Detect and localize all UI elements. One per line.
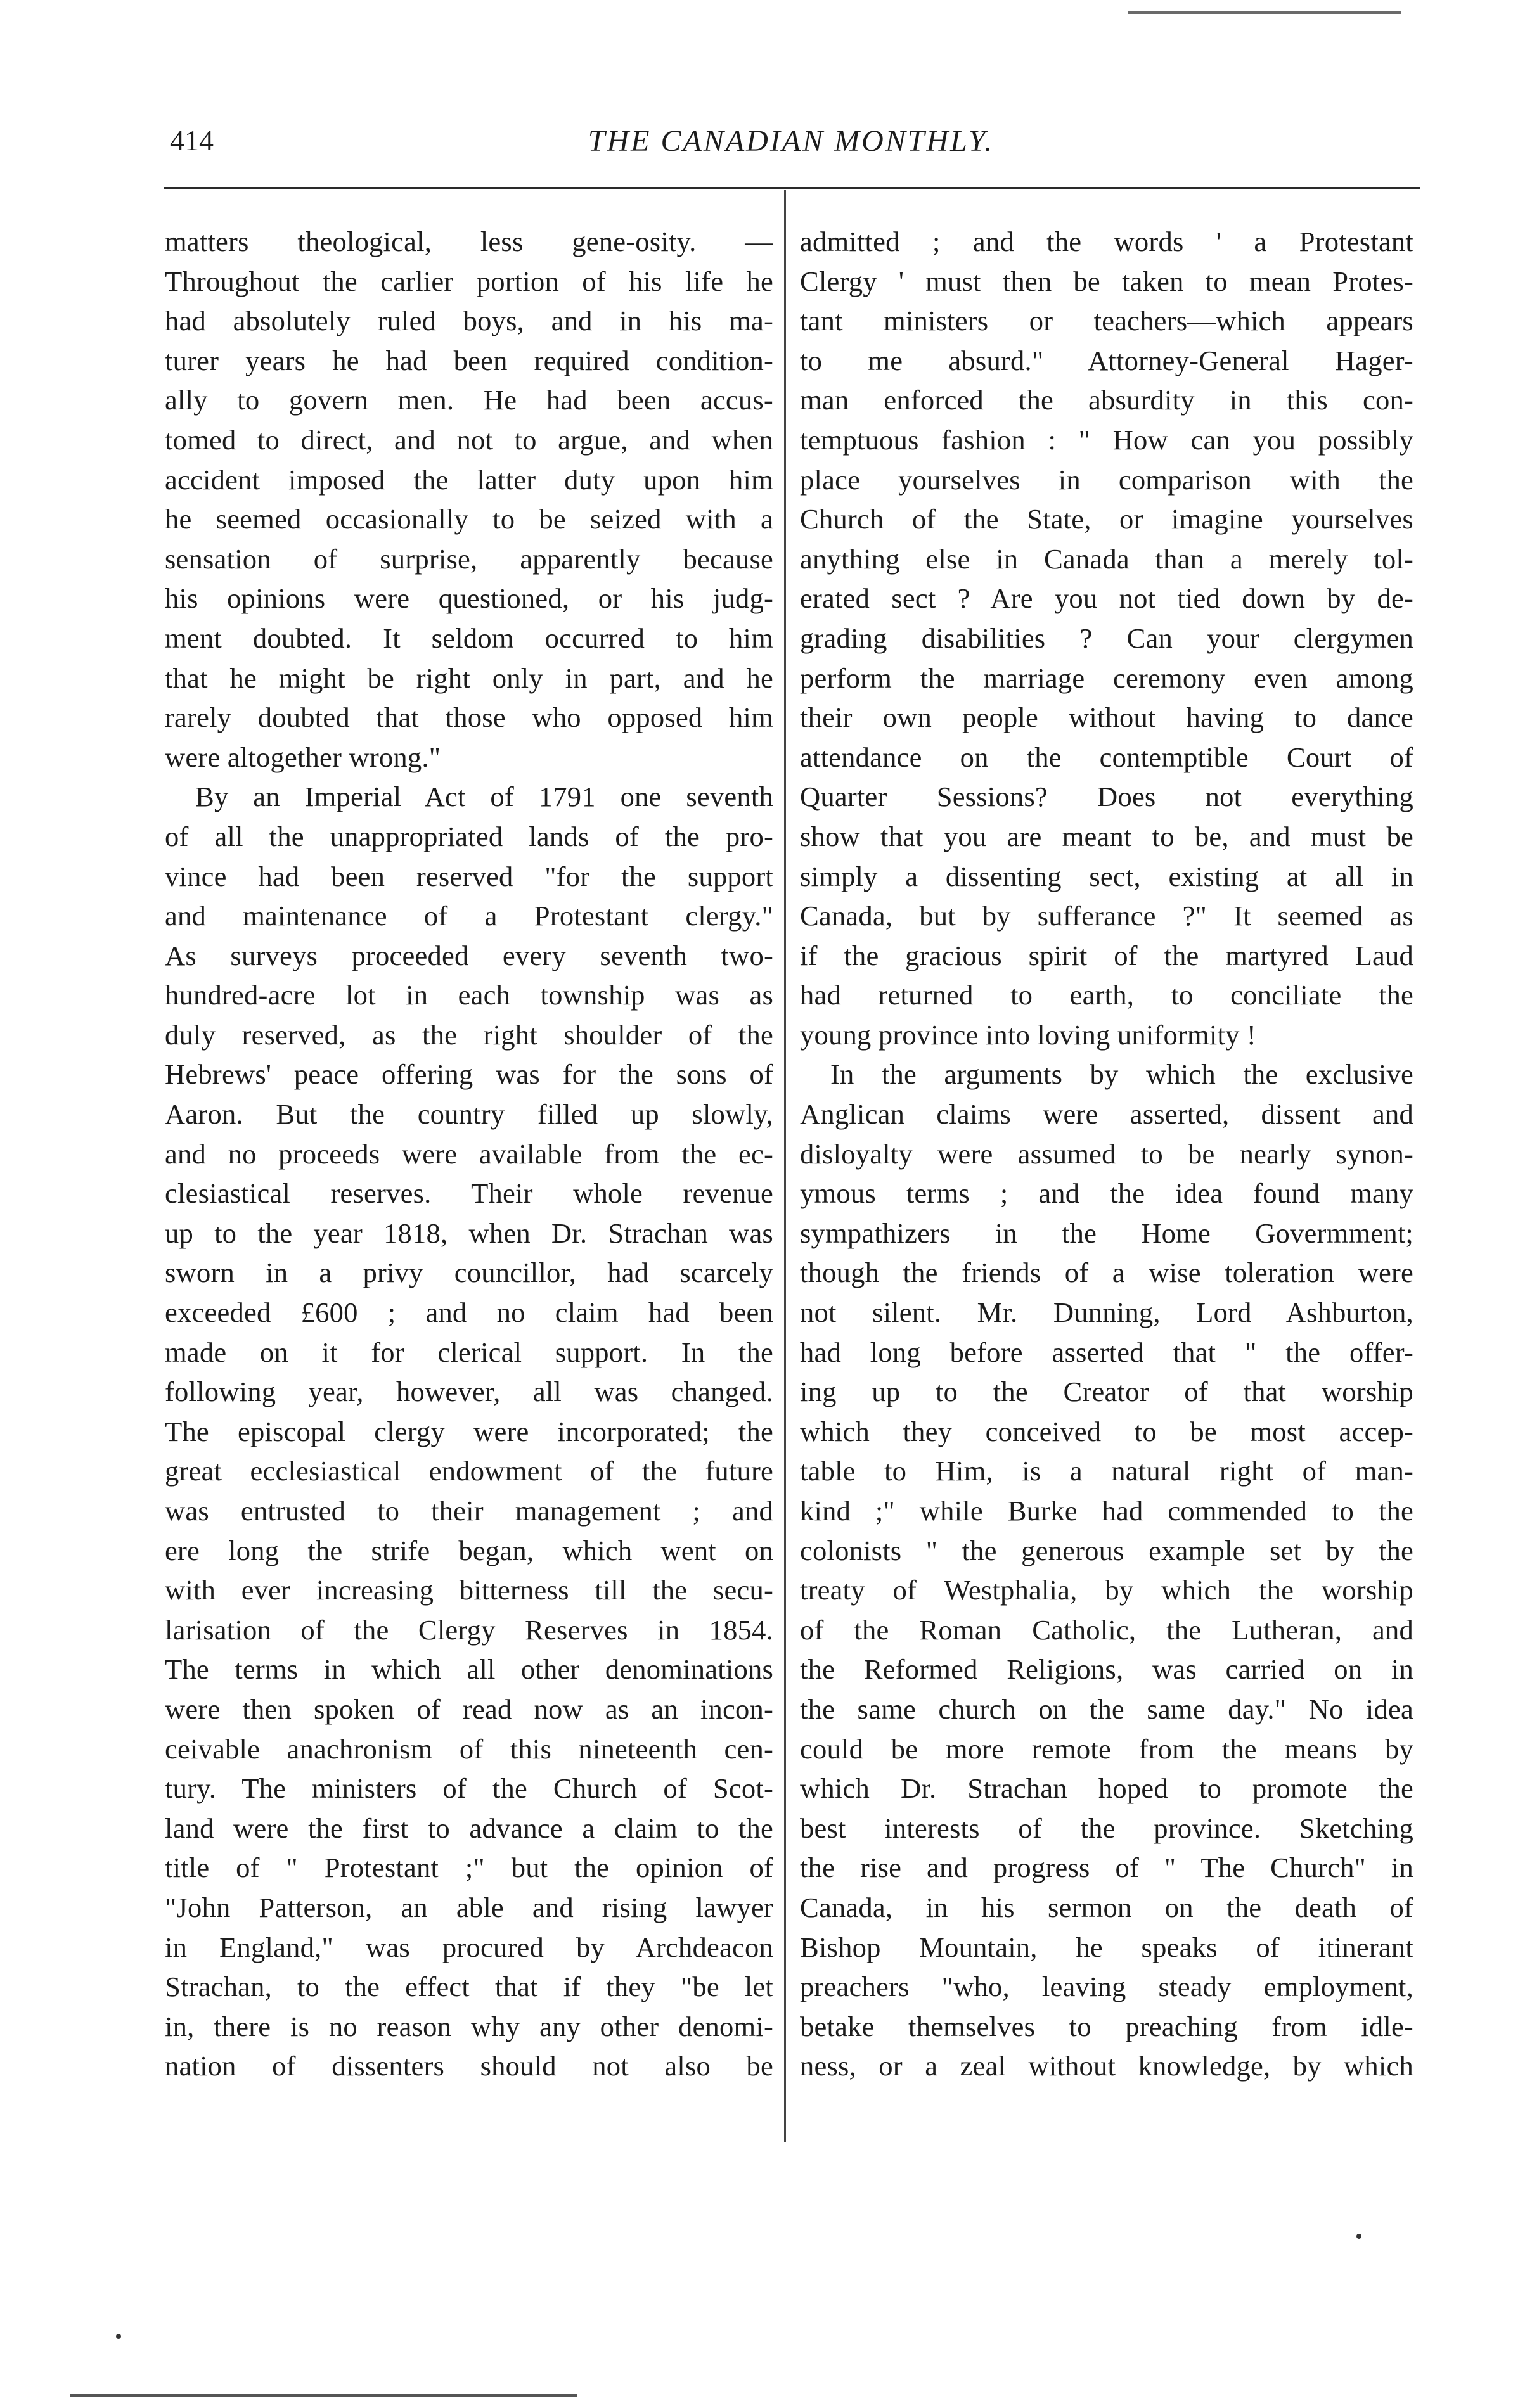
stray-mark [116, 2334, 121, 2339]
text-line: the same church on the same day." No idea [800, 1693, 1413, 1725]
text-line: of the Roman Catholic, the Lutheran, and [800, 1613, 1413, 1646]
text-line: Church of the State, or imagine yourselves [800, 503, 1413, 535]
text-line: table to Him, is a natural right of man- [800, 1455, 1413, 1487]
text-line: great ecclesiastical endowment of the future [165, 1455, 773, 1487]
text-line: that he might be right only in part, and he [165, 662, 773, 694]
text-line: sympathizers in the Home Govermment; [800, 1217, 1413, 1249]
text-line: in, there is no reason why any other denomi- [165, 2010, 773, 2042]
text-line: best interests of the province. Sketching [800, 1812, 1413, 1844]
text-line: As surveys proceeded every seventh two- [165, 939, 773, 971]
text-line: nation of dissenters should not also be [165, 2050, 773, 2082]
text-line: not silent. Mr. Dunning, Lord Ashburton, [800, 1297, 1413, 1329]
text-line: simply a dissenting sect, existing at all in [800, 860, 1413, 892]
text-line: had absolutely ruled boys, and in his ma- [165, 305, 773, 337]
bottom-edge-rule [70, 2394, 577, 2397]
stray-mark [1356, 2234, 1361, 2239]
text-line: Bishop Mountain, he speaks of itinerant [800, 1931, 1413, 1963]
right-column [800, 222, 1413, 2086]
text-line: Aaron. But the country filled up slowly, [165, 1098, 773, 1130]
text-line: Strachan, to the effect that if they "be let [165, 1971, 773, 2003]
text-line: treaty of Westphalia, by which the worship [800, 1574, 1413, 1606]
text-line: tomed to direct, and not to argue, and when [165, 423, 773, 456]
text-line: clesiastical reserves. Their whole revenue [165, 1177, 773, 1210]
text-line: In the arguments by which the exclusive [830, 1058, 1413, 1091]
text-line: ere long the strife began, which went on [165, 1534, 773, 1566]
text-line: and maintenance of a Protestant clergy." [165, 900, 773, 932]
text-line: sensation of surprise, apparently because [165, 542, 773, 575]
text-line: in England," was procured by Archdeacon [165, 1931, 773, 1963]
text-line: Hebrews' peace offering was for the sons of [165, 1058, 773, 1091]
text-line: sworn in a privy councillor, had scarcely [165, 1257, 773, 1289]
text-line: which they conceived to be most accep- [800, 1415, 1413, 1447]
text-line: anything else in Canada than a merely tol- [800, 542, 1413, 575]
text-line: following year, however, all was changed. [165, 1376, 773, 1408]
text-line: The episcopal clergy were incorporated; the [165, 1415, 773, 1447]
text-line: though the friends of a wise toleration were [800, 1257, 1413, 1289]
text-line: tant ministers or teachers—which appears [800, 305, 1413, 337]
text-line: to me absurd." Attorney-General Hager- [800, 344, 1413, 376]
text-line: attendance on the contemptible Court of [800, 741, 1413, 773]
text-line: ymous terms ; and the idea found many [800, 1177, 1413, 1210]
text-line: were then spoken of read now as an incon- [165, 1693, 773, 1725]
text-line: had long before asserted that " the offer- [800, 1336, 1413, 1368]
text-line: ness, or a zeal without knowledge, by which [800, 2050, 1413, 2082]
running-title: THE CANADIAN MONTHLY. [588, 124, 995, 158]
text-line: the Reformed Religions, was carried on in [800, 1653, 1413, 1686]
text-line: disloyalty were assumed to be nearly synon- [800, 1137, 1413, 1170]
text-line: man enforced the absurdity in this con- [800, 384, 1413, 416]
text-line: exceeded £600 ; and no claim had been [165, 1297, 773, 1329]
text-line: Canada, in his sermon on the death of [800, 1891, 1413, 1923]
left-column [165, 222, 773, 2086]
text-line: accident imposed the latter duty upon him [165, 463, 773, 496]
text-line: hundred-acre lot in each township was as [165, 979, 773, 1011]
text-line: kind ;" while Burke had commended to the [800, 1495, 1413, 1527]
text-line: Throughout the carlier portion of his life he [165, 265, 773, 297]
text-line: had returned to earth, to conciliate the [800, 979, 1413, 1011]
text-line: his opinions were questioned, or his judg- [165, 582, 773, 615]
column-divider [784, 190, 786, 2142]
text-line: The terms in which all other denominations [165, 1653, 773, 1686]
text-line: matters theological, less gene-osity. — [165, 226, 773, 257]
text-line: colonists " the generous example set by the [800, 1534, 1413, 1566]
text-line: Anglican claims were asserted, dissent and [800, 1098, 1413, 1130]
text-line: ceivable anachronism of this nineteenth cen- [165, 1732, 773, 1765]
top-edge-rule [1128, 11, 1401, 14]
text-line: Canada, but by sufferance ?" It seemed as [800, 900, 1413, 932]
text-line: rarely doubted that those who opposed him [165, 701, 773, 734]
text-line: duly reserved, as the right shoulder of the [165, 1018, 773, 1051]
text-line: was entrusted to their management ; and [165, 1495, 773, 1527]
text-line: Quarter Sessions? Does not everything [800, 781, 1413, 813]
text-line: made on it for clerical support. In the [165, 1336, 773, 1368]
text-line: tury. The ministers of the Church of Scot- [165, 1772, 773, 1805]
text-line: and no proceeds were available from the ec- [165, 1137, 773, 1170]
text-line: ally to govern men. He had been accus- [165, 384, 773, 416]
text-line: betake themselves to preaching from idle- [800, 2010, 1413, 2042]
text-line: of all the unappropriated lands of the pro- [165, 820, 773, 852]
header-rule [164, 187, 1420, 189]
text-line: ing up to the Creator of that worship [800, 1376, 1413, 1408]
text-line: place yourselves in comparison with the [800, 463, 1413, 496]
text-line: young province into loving uniformity ! [800, 1018, 1256, 1051]
text-line: preachers "who, leaving steady employment, [800, 1971, 1413, 2003]
text-line: show that you are meant to be, and must be [800, 820, 1413, 852]
text-line: land were the first to advance a claim to the [165, 1812, 773, 1844]
text-line: which Dr. Strachan hoped to promote the [800, 1772, 1413, 1805]
text-line: if the gracious spirit of the martyred Laud [800, 939, 1413, 971]
text-line: the rise and progress of " The Church" in [800, 1852, 1413, 1884]
text-line: their own people without having to dance [800, 701, 1413, 734]
text-line: grading disabilities ? Can your clergymen [800, 622, 1413, 654]
text-line: turer years he had been required condition- [165, 344, 773, 376]
text-line: vince had been reserved "for the support [165, 860, 773, 892]
text-line: up to the year 1818, when Dr. Strachan was [165, 1217, 773, 1249]
text-line: with ever increasing bitterness till the secu- [165, 1574, 773, 1606]
text-line: erated sect ? Are you not tied down by de- [800, 582, 1413, 615]
text-line: could be more remote from the means by [800, 1732, 1413, 1765]
page-number: 414 [170, 124, 214, 157]
text-line: Clergy ' must then be taken to mean Protes- [800, 265, 1413, 297]
text-line: ment doubted. It seldom occurred to him [165, 622, 773, 654]
text-line: title of " Protestant ;" but the opinion of [165, 1852, 773, 1884]
text-line: he seemed occasionally to be seized with a [165, 503, 773, 535]
text-line: temptuous fashion : " How can you possibly [800, 423, 1413, 456]
text-line: By an Imperial Act of 1791 one seventh [195, 781, 773, 813]
text-line: larisation of the Clergy Reserves in 1854. [165, 1613, 773, 1646]
text-line: perform the marriage ceremony even among [800, 662, 1413, 694]
text-line: were altogether wrong." [165, 741, 441, 773]
text-line: "John Patterson, an able and rising lawyer [165, 1891, 773, 1923]
text-line: admitted ; and the words ' a Protestant [800, 226, 1413, 257]
page-header [164, 124, 1419, 168]
